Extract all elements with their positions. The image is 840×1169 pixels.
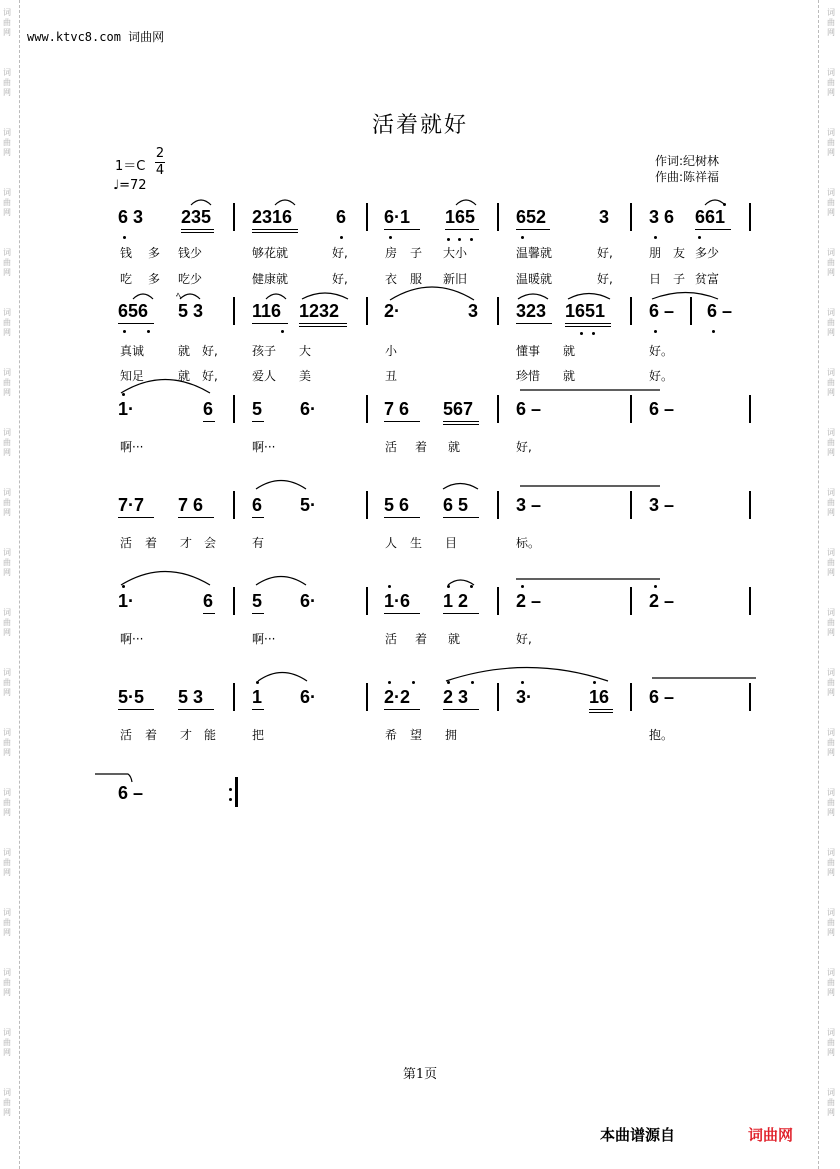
lyric: 钱 [120,246,133,260]
note-group: 1651 [565,301,606,321]
watermark-text: 词 曲 网 [827,188,835,217]
watermark-text: 词 曲 网 [827,248,835,277]
watermark-text: 词 曲 网 [3,668,11,697]
lyric: 懂事 [516,344,541,358]
watermark-text: 词 曲 网 [827,68,835,97]
lyric: 好, [202,369,218,383]
slur [302,293,348,299]
lyric: 够花就 [252,246,289,260]
note-group: 3 – [649,495,675,515]
lyric: 多少 [695,246,720,260]
watermark-text: 词 曲 网 [827,968,835,997]
lyric: 丑 [385,369,398,383]
lyric: 把 [252,728,265,742]
lyric: 好, [516,632,532,646]
watermark-text: 词 曲 网 [827,488,835,517]
note-group: 661 [695,207,726,227]
note-group: 6 – [118,783,144,803]
watermark-text: 词 曲 网 [827,548,835,577]
note-group: 2 – [649,591,675,611]
note-group: 5 6 [384,495,410,515]
note-group: 6 [336,207,347,227]
note-group: 656 [118,301,149,321]
note-group: 5· [300,495,317,515]
lyric: 多 [148,272,161,286]
brand-logo[interactable]: 词曲网 [748,1126,794,1144]
lyric: 贫富 [695,272,720,286]
lyric: 日 [649,272,662,286]
note-group: 1232 [299,301,340,321]
watermark-text: 词 曲 网 [3,848,11,877]
watermark-text: 词 曲 网 [827,728,835,757]
note-group: 3· [516,687,533,707]
note-group: 6 – [516,399,542,419]
note-group: 6 3 [118,207,144,227]
note-group: 6· [300,591,317,611]
watermark-text: 词 曲 网 [3,248,11,277]
watermark-text: 词 曲 网 [827,1028,835,1057]
lyric: 温馨就 [516,246,553,260]
note-group: 5 [252,591,263,611]
note-group: 6· [300,687,317,707]
lyric: 啊··· [120,440,144,454]
note-group: 1 2 [443,591,469,611]
watermark-text: 词 曲 网 [827,368,835,397]
slur [191,200,211,205]
site-url[interactable]: www.ktvc8.com 词曲网 [27,30,165,44]
lyric: 好。 [649,344,674,358]
note-group: 3 [599,207,610,227]
lyric: 房 [385,246,398,260]
note-group: 3 – [516,495,542,515]
note-group: 5 [252,399,263,419]
watermark-text: 词 曲 网 [827,668,835,697]
slur [275,200,295,205]
lyric: 小 [385,344,398,358]
lyric: 吃 [120,272,133,286]
lyric: 钱少 [178,246,203,260]
lyric: 活 [385,632,398,646]
lyric: 能 [204,728,217,742]
lyric: 啊··· [120,632,144,646]
watermark-text: 词 曲 网 [3,908,11,937]
watermark-text: 词 曲 网 [3,788,11,817]
note-group: 1 [252,687,263,707]
time-bottom: 4 [155,163,165,178]
watermark-text: 词 曲 网 [827,908,835,937]
lyric: 标。 [516,536,541,550]
slur [448,580,474,585]
lyric: 美 [299,369,312,383]
lyric: 衣 [385,272,398,286]
note-group: 3 6 [649,207,675,227]
watermark-text: 词 曲 网 [3,368,11,397]
note-group: 5·5 [118,687,145,707]
slur [518,294,548,299]
note-group: 2 – [516,591,542,611]
slur [446,668,608,682]
lyric: 活 [385,440,398,454]
lyric: 大 [299,344,312,358]
lyric: 就 [448,440,461,454]
watermark-text: 词 曲 网 [3,1028,11,1057]
note-group: 5 3 [178,687,204,707]
key-signature: 1＝C [115,159,146,174]
lyric: 啊··· [252,440,276,454]
lyric: 着 [145,728,158,742]
lyric: 好, [597,246,613,260]
lyric: 就 [178,344,191,358]
lyric: 友 [673,246,686,260]
lyric: 会 [204,536,217,550]
note-group: 6· [300,399,317,419]
slur [256,481,306,490]
ornament-mark: ﾍ [176,291,181,302]
slur [652,293,718,300]
watermark-text: 词 曲 网 [3,188,11,217]
lyric: 大小 [443,246,468,260]
slur [121,380,210,394]
lyric: 好, [332,246,348,260]
note-group: 6 5 [443,495,469,515]
note-group: 6 – [649,301,675,321]
lyric: 好, [516,440,532,454]
lyric: 人 [385,536,398,550]
watermark-text: 词 曲 网 [3,728,11,757]
slur [180,294,200,299]
tempo-value: =72 [119,178,147,193]
note-group: 235 [181,207,212,227]
note-group: 16 [589,687,610,707]
lyric: 抱。 [649,728,674,742]
watermark-text: 词 曲 网 [3,548,11,577]
lyric: 子 [673,272,686,286]
watermark-text: 词 曲 网 [827,1088,835,1117]
slur [443,484,478,490]
lyric: 孩子 [252,344,277,358]
note-group: 1·6 [384,591,411,611]
note-group: 6 – [707,301,733,321]
lyric: 才 [180,536,193,550]
lyric: 温暖就 [516,272,553,286]
watermark-text: 词 曲 网 [3,308,11,337]
lyric: 活 [120,536,133,550]
note-group: 7 6 [384,399,410,419]
watermark-text: 词 曲 网 [3,128,11,157]
song-title: 活着就好 [371,113,468,138]
note-group: 6·1 [384,207,411,227]
note-group: 6 [203,591,214,611]
watermark-text: 词 曲 网 [3,8,11,37]
lyric: 好, [597,272,613,286]
note-group: 652 [516,207,547,227]
composer: 作曲:陈祥福 [655,170,720,184]
slur [390,287,474,300]
lyric: 就 [563,344,576,358]
lyric: 啊··· [252,632,276,646]
lyric: 目 [445,536,458,550]
lyric: 才 [180,728,193,742]
note-group: 6 [252,495,263,515]
lyric: 拥 [445,728,458,742]
watermark-text: 词 曲 网 [3,1088,11,1117]
note-group: 5 3 [178,301,204,321]
slur [456,200,476,205]
slur [256,577,306,586]
watermark-text: 词 曲 网 [827,128,835,157]
lyric: 就 [448,632,461,646]
note-group: 567 [443,399,474,419]
slur [121,572,210,586]
lyric: 望 [410,728,423,742]
lyric: 好, [202,344,218,358]
lyric: 好。 [649,369,674,383]
source-label: 本曲谱源自 [600,1126,676,1144]
quarter-note-icon: ♩ [113,178,120,193]
lyric: 子 [410,246,423,260]
note-group: 6 – [649,687,675,707]
time-top: 2 [155,146,165,161]
lyric: 多 [148,246,161,260]
lyric: 着 [415,632,428,646]
lyric: 朋 [649,246,662,260]
note-group: 3 [468,301,479,321]
watermark-text: 词 曲 网 [827,8,835,37]
slur [266,294,286,299]
note-group: 1· [118,399,135,419]
watermark-text: 词 曲 网 [827,848,835,877]
lyric: 爱人 [252,369,277,383]
lyric: 真诚 [120,344,145,358]
lyric: 知足 [120,369,145,383]
lyric: 好, [332,272,348,286]
slur [568,294,610,300]
lyric: 活 [120,728,133,742]
watermark-text: 词 曲 网 [3,68,11,97]
note-group: 2·2 [384,687,411,707]
lyric: 就 [178,369,191,383]
note-group: 6 – [649,399,675,419]
lyric: 着 [145,536,158,550]
note-group: 116 [252,301,282,321]
watermark-text: 词 曲 网 [827,608,835,637]
slur [705,200,725,205]
note-group: 2316 [252,207,293,227]
slur [258,673,307,682]
lyric: 有 [252,536,265,550]
note-group: 6 [203,399,214,419]
watermark-text: 词 曲 网 [827,308,835,337]
lyric: 着 [415,440,428,454]
watermark-text: 词 曲 网 [3,428,11,457]
lyric: 珍惜 [516,369,541,383]
slur [133,294,153,299]
note-group: 1· [118,591,135,611]
lyric: 健康就 [252,272,289,286]
lyric: 新旧 [443,272,468,286]
note-group: 7 6 [178,495,204,515]
note-group: 7·7 [118,495,145,515]
watermark-text: 词 曲 网 [3,488,11,517]
note-group: 2 3 [443,687,469,707]
watermark-text: 词 曲 网 [827,788,835,817]
lyric: 希 [385,728,398,742]
note-group: 2· [384,301,401,321]
page-number: 第1页 [402,1067,438,1082]
lyricist: 作词:纪树林 [655,154,720,168]
lyric: 生 [410,536,423,550]
watermark-text: 词 曲 网 [3,608,11,637]
watermark-text: 词 曲 网 [3,968,11,997]
watermark-text: 词 曲 网 [827,428,835,457]
note-group: 165 [445,207,476,227]
lyric: 服 [410,272,423,286]
lyric: 就 [563,369,576,383]
lyric: 吃少 [178,272,203,286]
tie [95,774,132,782]
note-group: 323 [516,301,547,321]
